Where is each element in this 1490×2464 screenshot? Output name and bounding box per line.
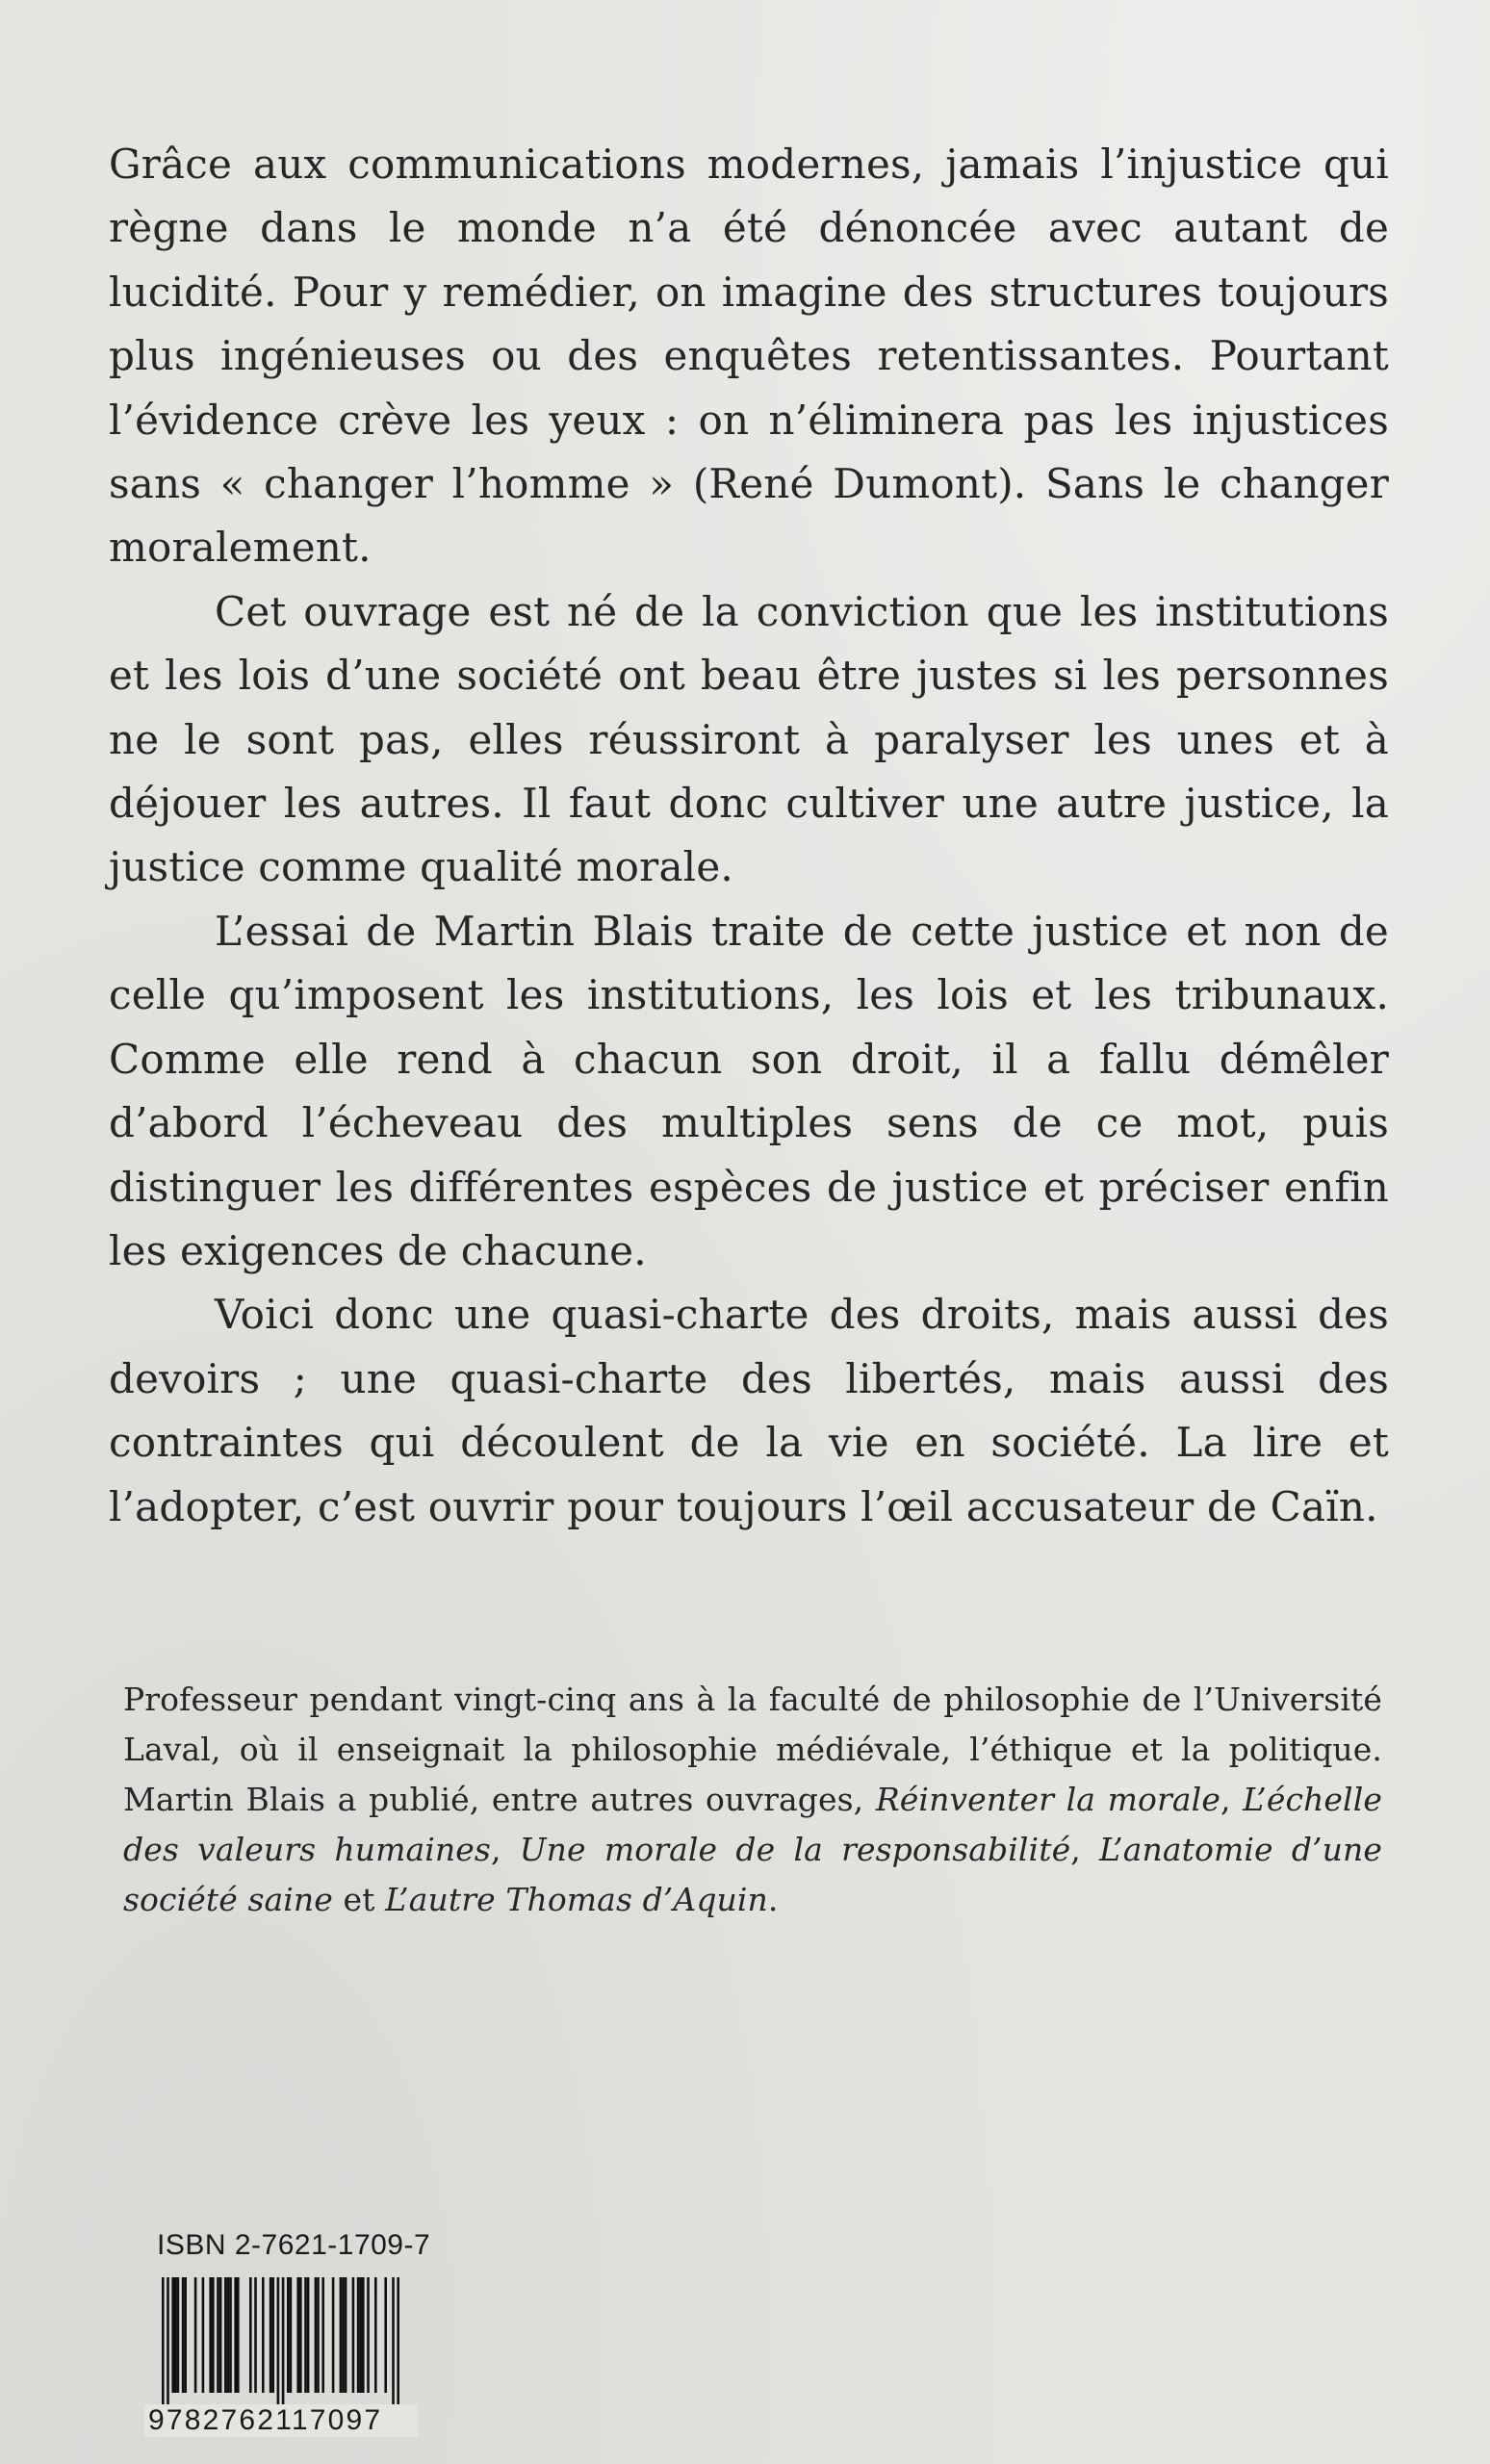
- barcode-bar: [307, 2277, 310, 2393]
- barcode-bars: [144, 2277, 424, 2422]
- barcode-bar: [167, 2277, 169, 2404]
- blurb-paragraph-2: Cet ouvrage est né de la conviction que les institutions et les lois d’une société ont beau être justes si les personnes ne le sont pas, elles réussiront à paralyser les unes et à déjouer les autres. Il faut donc cultiver une autre justice, la justice comme qualité morale.: [109, 587, 1389, 891]
- barcode-bar: [217, 2277, 219, 2393]
- book-title: Réinventer la morale: [875, 1781, 1220, 1818]
- barcode-bar: [162, 2277, 165, 2404]
- barcode-bar: [229, 2277, 232, 2393]
- barcode-bar: [342, 2277, 345, 2393]
- barcode-bar: [177, 2277, 180, 2393]
- barcode-bar: [357, 2277, 360, 2393]
- blurb-paragraph-1: Grâce aux communications modernes, jamais l’injustice qui règne dans le monde n’a été dénoncée avec autant de lucidité. Pour y remédier, on imagine des structures toujours plus ingénieuses ou des enquêtes retentissantes. Pourtant l’évidence crève les yeux : on n’éliminera pas les injustices sans « changer l’homme » (René Dumont). Sans le changer moralement.: [109, 141, 1389, 572]
- book-title: L’anatomie d’une société saine: [123, 1831, 1382, 1918]
- barcode-bar: [287, 2277, 290, 2393]
- barcode-bar: [282, 2277, 285, 2404]
- barcode-bar: [202, 2277, 205, 2393]
- barcode-bar: [352, 2277, 355, 2393]
- barcode-bar: [374, 2277, 377, 2393]
- barcode-bar: [174, 2277, 177, 2393]
- barcode-bar: [271, 2277, 274, 2393]
- barcode-bar: [332, 2277, 335, 2393]
- separator: .: [767, 1881, 779, 1918]
- barcode-bar: [254, 2277, 257, 2393]
- barcode-bar: [262, 2277, 265, 2393]
- author-bio: [123, 1675, 1382, 1925]
- barcode-bar: [340, 2277, 343, 2393]
- barcode-bar: [184, 2277, 187, 2393]
- barcode-bar: [227, 2277, 230, 2393]
- author-bio-text: [123, 1675, 1382, 1925]
- isbn-label: ISBN 2-7621-1709-7: [157, 2229, 431, 2261]
- barcode-bar: [194, 2277, 197, 2393]
- barcode-bar: [182, 2277, 185, 2393]
- barcode-bar: [212, 2277, 215, 2393]
- separator: ,: [490, 1831, 520, 1868]
- separator: ,: [1220, 1781, 1244, 1818]
- back-cover-blurb: [109, 133, 1389, 1539]
- barcode-number: 9782762117097: [144, 2404, 418, 2437]
- barcode-bar: [209, 2277, 212, 2393]
- barcode-bar: [224, 2277, 227, 2393]
- barcode-bar: [249, 2277, 252, 2393]
- barcode-bar: [317, 2277, 320, 2393]
- barcode-bar: [237, 2277, 240, 2393]
- separator: ,: [1070, 1831, 1100, 1868]
- barcode-bar: [296, 2277, 299, 2393]
- barcode-bar: [277, 2277, 280, 2404]
- barcode-bar: [397, 2277, 399, 2404]
- barcode-bar: [362, 2277, 365, 2393]
- barcode-bar: [315, 2277, 318, 2393]
- barcode-bar: [345, 2277, 347, 2393]
- book-title: L’autre Thomas d’Aquin: [385, 1881, 768, 1918]
- book-title: Une morale de la responsabilité: [519, 1831, 1071, 1868]
- barcode-bar: [392, 2277, 395, 2404]
- barcode-bar: [384, 2277, 387, 2393]
- barcode-bar: [367, 2277, 370, 2393]
- barcode-bar: [290, 2277, 293, 2393]
- blurb-paragraph-3: L’essai de Martin Blais traite de cette justice et non de celle qu’imposent les institutions, les lois et les tribunaux. Comme elle rend à chacun son droit, il a fallu démêler d’abord l’écheveau des multiples sens de ce mot, puis distinguer les différentes espèces de justice et préciser enfin les exigences de chacune.: [109, 907, 1389, 1274]
- barcode-bar: [321, 2277, 324, 2393]
- barcode-bar: [270, 2277, 272, 2393]
- barcode-bar: [299, 2277, 302, 2393]
- blurb-paragraph-4: Voici donc une quasi-charte des droits, mais aussi des devoirs ; une quasi-charte des libertés, mais aussi des contraintes qui découlent de la vie en société. La lire et l’adopter, c’est ouvrir pour toujours l’œil accusateur de Caïn.: [109, 1291, 1389, 1530]
- barcode-bar: [234, 2277, 237, 2393]
- barcode-bar: [359, 2277, 362, 2393]
- bio-intro: Professeur pendant vingt-cinq ans à la faculté de philosophie de l’Université Laval, où il enseignait la philosophie médiévale, l’éthique et la politique. Martin Blais a publié, entre autres ouvrages,: [123, 1681, 1382, 1818]
- book-title: L’échelle des valeurs humaines: [123, 1781, 1382, 1868]
- barcode-bar: [304, 2277, 307, 2393]
- separator: et: [332, 1881, 386, 1918]
- barcode-bar: [219, 2277, 222, 2393]
- barcode-bar: [171, 2277, 174, 2393]
